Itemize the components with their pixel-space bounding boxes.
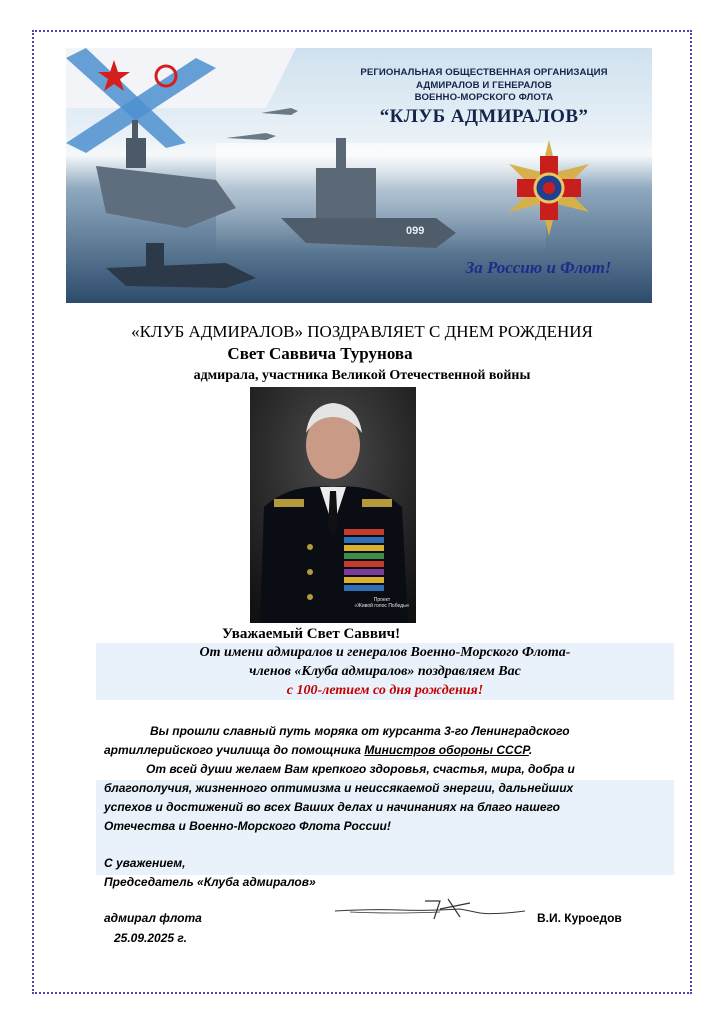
body-paragraph-2-line-2: благополучия, жизненного оптимизма и неиссякаемой энергии, дальнейших xyxy=(104,781,574,795)
hull-number: 099 xyxy=(406,225,425,237)
letter-date: 25.09.2025 г. xyxy=(114,931,187,945)
body-paragraph-2-line-1: От всей души желаем Вам крепкого здоровья, счастья, мира, добра и xyxy=(146,762,575,776)
header-banner xyxy=(66,48,652,303)
honoree-name: Свет Саввича Турунова xyxy=(227,344,413,363)
motto: За Россию и Флот! xyxy=(465,258,612,277)
portrait-photo xyxy=(250,387,416,623)
signatory-name: В.И. Куроедов xyxy=(537,911,622,925)
page-title: «КЛУБ АДМИРАЛОВ» ПОЗДРАВЛЯЕТ С ДНЕМ РОЖДЕНИЯ xyxy=(131,322,593,341)
photo-caption: Проект «Живой голос Победы» xyxy=(354,597,410,609)
signatory-rank: адмирал флота xyxy=(104,911,202,925)
salutation: Уважаемый Свет Саввич! xyxy=(222,626,401,642)
intro-line-1: От имени адмиралов и генералов Военно-Морского Флота- xyxy=(199,645,571,660)
body-paragraph-2-line-4: Отечества и Военно-Морского Флота России! xyxy=(104,819,391,833)
body-paragraph-2-line-3: успехов и достижений во всех Ваших делах и начинаниях на благо нашего xyxy=(104,800,560,814)
chairman-title: Председатель «Клуба адмиралов» xyxy=(104,875,316,889)
honoree-rank: адмирала, участника Великой Отечественной войны xyxy=(193,368,531,383)
anniversary-line: с 100-летием со дня рождения! xyxy=(286,683,484,698)
handwritten-signature xyxy=(330,893,530,923)
regards: С уважением, xyxy=(104,856,186,870)
organization-name: РЕГИОНАЛЬНАЯ ОБЩЕСТВЕННАЯ ОРГАНИЗАЦИЯ АДМИРАЛОВ И ГЕНЕРАЛОВ ВОЕННО-МОРСКОГО ФЛОТА xyxy=(360,67,608,103)
body-paragraph-1-line-2: артиллерийского училища до помощника Министров обороны СССР. xyxy=(104,743,533,757)
body-paragraph-1-line-1: Вы прошли славный путь моряка от курсанта 3-го Ленинградского xyxy=(150,724,570,738)
ministers-underlined: Министров обороны СССР xyxy=(364,743,529,757)
club-name: “КЛУБ АДМИРАЛОВ” xyxy=(379,106,589,127)
intro-line-2: членов «Клуба адмиралов» поздравляем Вас xyxy=(249,664,521,679)
